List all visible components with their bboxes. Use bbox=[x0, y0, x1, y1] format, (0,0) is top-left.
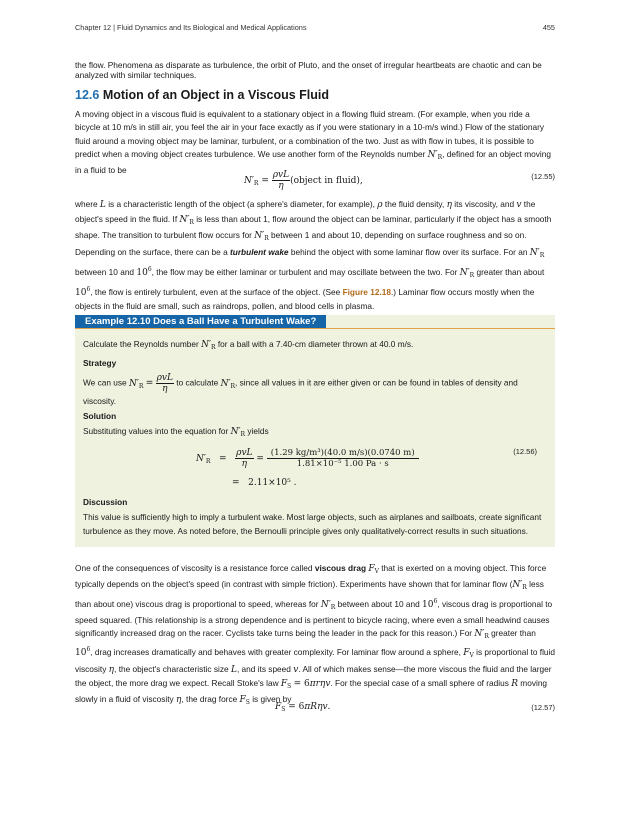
equation-12-55: $N'_R$ = $\frac{\text{ρvL}}{\eta}$ (object in fluid), bbox=[244, 170, 363, 191]
section-number: 12.6 bbox=[75, 88, 100, 102]
discussion-heading: Discussion bbox=[83, 497, 128, 507]
equation-12-57: $F_S = 6\pi R\eta v$. bbox=[275, 702, 331, 713]
paragraph-viscous-drag: One of the consequences of viscosity is a resistance force called viscous drag $F_V$ that is exerted on a moving object. This force typically depends on the object's speed (in contrast with simple friction). Experiments have shown that for laminar flow ($N'_R$ less than about one) viscous drag is proportional to speed, whereas for $N'_R$ between about 10 and $10^6$, viscous drag is proportional to speed squared. (This relationship is a strong dependence and is pertinent to bicycle racing, where even a small headwind causes significantly increased drag on the racer. Cyclists take turns being the leader in the pack for this reason.) For $N'_R$ greater than $10^6$, drag increases dramatically and behaves with greater complexity. For laminar flow around a sphere, $F_V$ is proportional to fluid viscosity η, the object's characteristic size L, and its speed v. All of which makes sense—the more viscous the fluid and the larger the object, the more drag we expect. Recall Stoke's law $F_S = 6\pi r\eta v$. For the special case of a small sphere of radius R moving slowly in a fluid of viscosity η, the drag force $F_S$ is given by bbox=[75, 563, 555, 707]
figure-link[interactable]: Figure 12.18 bbox=[342, 286, 391, 297]
equation-12-56: $N'_R$ = $\frac{\text{ρvL}}{\eta}$ = $\frac{\text{(1.29 kg/m³)(40.0 m/s)(0.0740 m)}}{\text{1.81×10⁻⁵ 1.00 Pa · s}}$ bbox=[196, 448, 419, 469]
example-heading: Example 12.10 Does a Ball Have a Turbulent Wake? bbox=[75, 315, 326, 329]
section-heading bbox=[75, 88, 329, 102]
section-title: Motion of an Object in a Viscous Fluid bbox=[102, 88, 329, 102]
example-divider bbox=[75, 328, 555, 329]
page-number: 455 bbox=[542, 23, 555, 32]
paragraph-reynolds-intro: A moving object in a viscous fluid is equivalent to a stationary object in a flowing fluid stream. (For example, when you ride a bicycle at 10 m/s in still air, you feel the air in your face exactly as if you were stationary in a 10-m/s wind.) Flow of the stationary fluid around a moving object may be laminar, turbulent, or a combination of the two. Just as with flow in tubes, it is possible to predict when a moving object creates turbulence. We use another form of the Reynolds number $N'_R$, defined for an object moving in a fluid to be bbox=[75, 109, 551, 176]
discussion-text: This value is sufficiently high to imply a turbulent wake. Most large objects, such as airplanes and sailboats, create significant turbulence as they move. As noted before, the Bernoulli principle gives only qualitatively-correct results in such situations. bbox=[83, 512, 542, 536]
equation-result: = 2.11×10⁵ . bbox=[232, 478, 297, 488]
term-turbulent-wake: turbulent wake bbox=[230, 247, 289, 258]
intro-paragraph: the flow. Phenomena as disparate as turbulence, the orbit of Pluto, and the onset of irregular heartbeats are chaotic and can be analyzed with similar techniques. bbox=[75, 60, 542, 81]
paragraph-reynolds-ranges: where L is a characteristic length of the object (a sphere's diameter, for example), ρ the fluid density, η its viscosity, and v the object's speed in the fluid. If $N'_R$ is less than about 1, flow around the object can be laminar, particularly if the object has a smooth shape. The transition to turbulent flow occurs for $N'_R$ between 1 and about 10, depending on surface roughness and so on. Depending on the surface, there can be a turbulent wake behind the object with some laminar flow over its surface. For an $N'_R$ between 10 and $10^6$, the flow may be either laminar or turbulent and may oscillate between the two. For $N'_R$ greater than about $10^6$, the flow is entirely turbulent, even at the surface of the object. (See Figure 12.18.) Laminar flow occurs mostly when the objects in the fluid are small, such as raindrops, pollen, and blood cells in plasma. bbox=[75, 199, 552, 312]
strategy-text: We can use $N'_R$ = $\frac{\text{ρvL}}{\eta}$ to calculate $N'_R$, since all values in it are either given or can be found in tables of density and viscosity. bbox=[83, 373, 518, 407]
term-viscous-drag: viscous drag bbox=[314, 563, 367, 573]
strategy-heading: Strategy bbox=[83, 358, 117, 368]
chapter-title: Chapter 12 | Fluid Dynamics and Its Biological and Medical Applications bbox=[75, 23, 307, 32]
solution-heading: Solution bbox=[83, 411, 117, 421]
running-header bbox=[75, 23, 555, 32]
equation-label: (12.57) bbox=[531, 703, 555, 712]
equation-label: (12.56) bbox=[513, 447, 537, 456]
solution-text: Substituting values into the equation for $N'_R$ yields bbox=[83, 426, 269, 438]
equation-label: (12.55) bbox=[531, 172, 555, 181]
example-problem: Calculate the Reynolds number $N'_R$ for a ball with a 7.40-cm diameter thrown at 40.0 m/s. bbox=[83, 339, 414, 351]
